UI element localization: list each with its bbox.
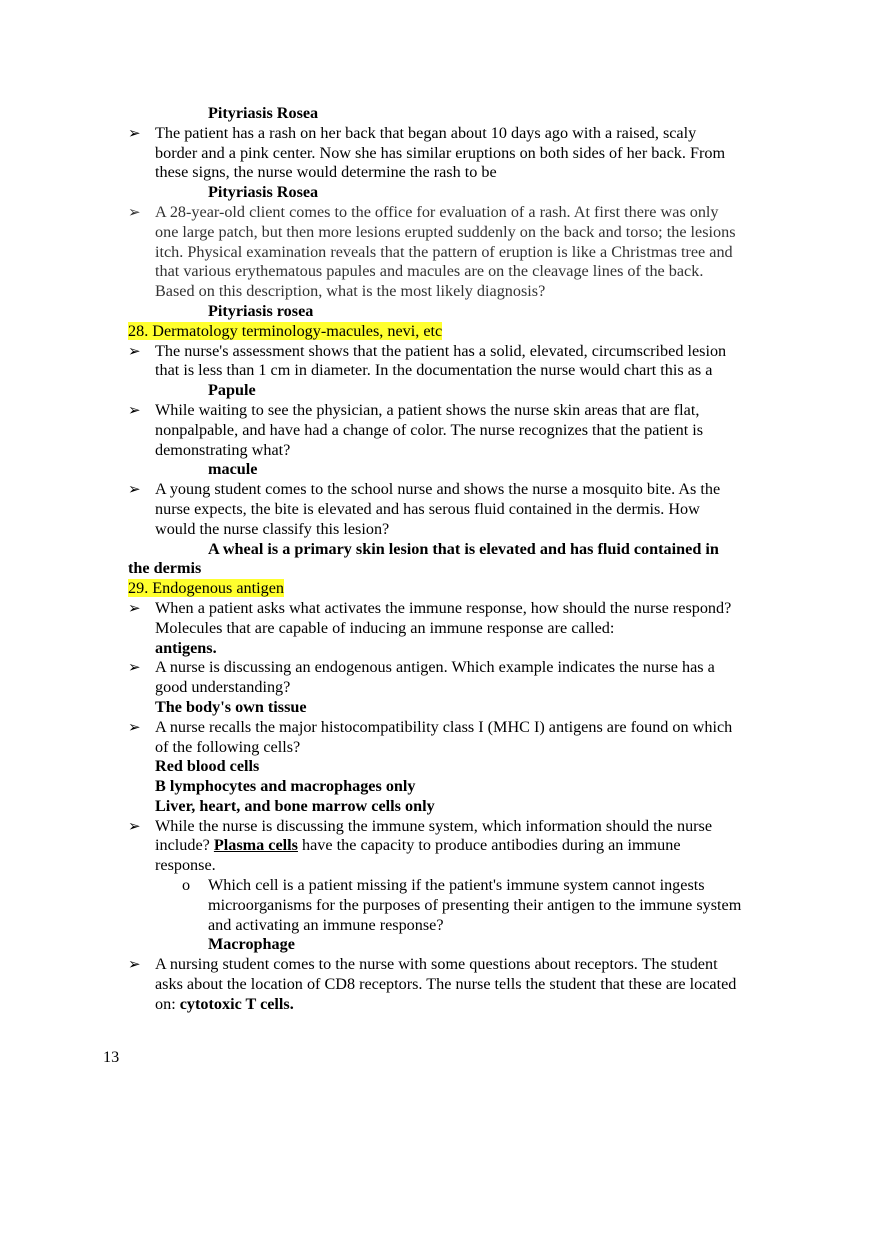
page-content: [128, 104, 788, 1015]
question-mhc: ➢ A nurse recalls the major histocompatibility class I (MHC I) antigens are found on which of the following cells?: [128, 717, 733, 756]
arrow-bullet-icon: ➢: [128, 402, 141, 419]
arrow-bullet-icon: ➢: [128, 343, 141, 360]
answer-text: Pityriasis rosea: [208, 301, 314, 320]
sub-question-macrophage: o Which cell is a patient missing if the patient's immune system cannot ingests microorganisms for the purposes of presenting their antigen to the immune system and activating an immune response?: [182, 876, 742, 934]
arrow-bullet-icon: ➢: [128, 482, 141, 499]
question-macule: ➢ While waiting to see the physician, a patient shows the nurse skin areas that are flat, nonpalpable, and have had a change of color. The nurse recognizes that the patient is demonstrating what?: [128, 400, 704, 459]
plasma-cells-term: Plasma cells: [213, 836, 298, 855]
question-papule: ➢ The nurse's assessment shows that the patient has a solid, elevated, circumscribed lesion that is less than 1 cm in diameter. In the documentation the nurse would chart this as a: [128, 341, 727, 380]
section-heading-28: 28. Dermatology terminology-macules, nevi, etc: [128, 321, 443, 340]
question-wheal: ➢ A young student comes to the school nurse and shows the nurse a mosquito bite. As the nurse expects, the bite is elevated and has serous fluid contained in the dermis. How would the nurse classify this lesion?: [128, 480, 721, 538]
answer-text: Pityriasis Rosea: [208, 183, 319, 202]
answer-text: Papule: [208, 381, 256, 400]
arrow-bullet-icon: ➢: [128, 600, 141, 617]
arrow-bullet-icon: ➢: [128, 660, 141, 677]
answer-text: The body's own tissue: [155, 697, 307, 716]
answer-text: antigens.: [155, 638, 217, 657]
arrow-bullet-icon: ➢: [128, 957, 141, 974]
answer-text: Red blood cells: [155, 757, 260, 776]
question-immune-response: ➢ When a patient asks what activates the immune response, how should the nurse respond? Molecules that are capable of inducing an immune response are called:: [128, 598, 732, 637]
page-number: 13: [103, 1048, 120, 1066]
arrow-bullet-icon: ➢: [128, 204, 141, 221]
question-28-year-old: ➢ A 28-year-old client comes to the office for evaluation of a rash. At first there was only one large patch, but then more lesions erupted suddenly on the back and torso; the lesions itch. Physical examination reveals that the pattern of eruption is like a Christmas tree and that various erythematous papules and macules are on the cleavage lines of the back. Based on this description, what is the most likely diagnosis?: [128, 202, 736, 301]
circle-bullet-icon: o: [182, 876, 191, 895]
question-cd8: ➢ A nursing student comes to the nurse with some questions about receptors. The student asks about the location of CD8 receptors. The nurse tells the student that these are located on: cytotoxic T cells.: [128, 955, 737, 1013]
answer-text: Macrophage: [208, 935, 295, 954]
answer-text: A wheal is a primary skin lesion that is elevated and has fluid contained in: [208, 539, 719, 558]
arrow-bullet-icon: ➢: [128, 125, 141, 142]
answer-text: B lymphocytes and macrophages only: [155, 777, 416, 796]
question-rash-back: ➢ The patient has a rash on her back that began about 10 days ago with a raised, scaly border and a pink center. Now she has similar eruptions on both sides of her back. From these signs, the nurse would determine the rash to be: [128, 123, 726, 182]
question-endogenous: ➢ A nurse is discussing an endogenous antigen. Which example indicates the nurse has a good understanding?: [128, 658, 715, 697]
arrow-bullet-icon: ➢: [128, 818, 141, 835]
arrow-bullet-icon: ➢: [128, 719, 141, 736]
answer-text: macule: [208, 460, 258, 479]
question-plasma-cells: ➢ While the nurse is discussing the immune system, which information should the nurse include? Plasma cells have the capacity to produce antibodies during an immune response.: [128, 816, 713, 875]
answer-text: cytotoxic T cells.: [179, 994, 294, 1013]
answer-text: Pityriasis Rosea: [208, 104, 319, 122]
section-heading-29: 29. Endogenous antigen: [128, 579, 285, 598]
answer-text: the dermis: [128, 559, 202, 578]
answer-text: Liver, heart, and bone marrow cells only: [155, 796, 435, 815]
